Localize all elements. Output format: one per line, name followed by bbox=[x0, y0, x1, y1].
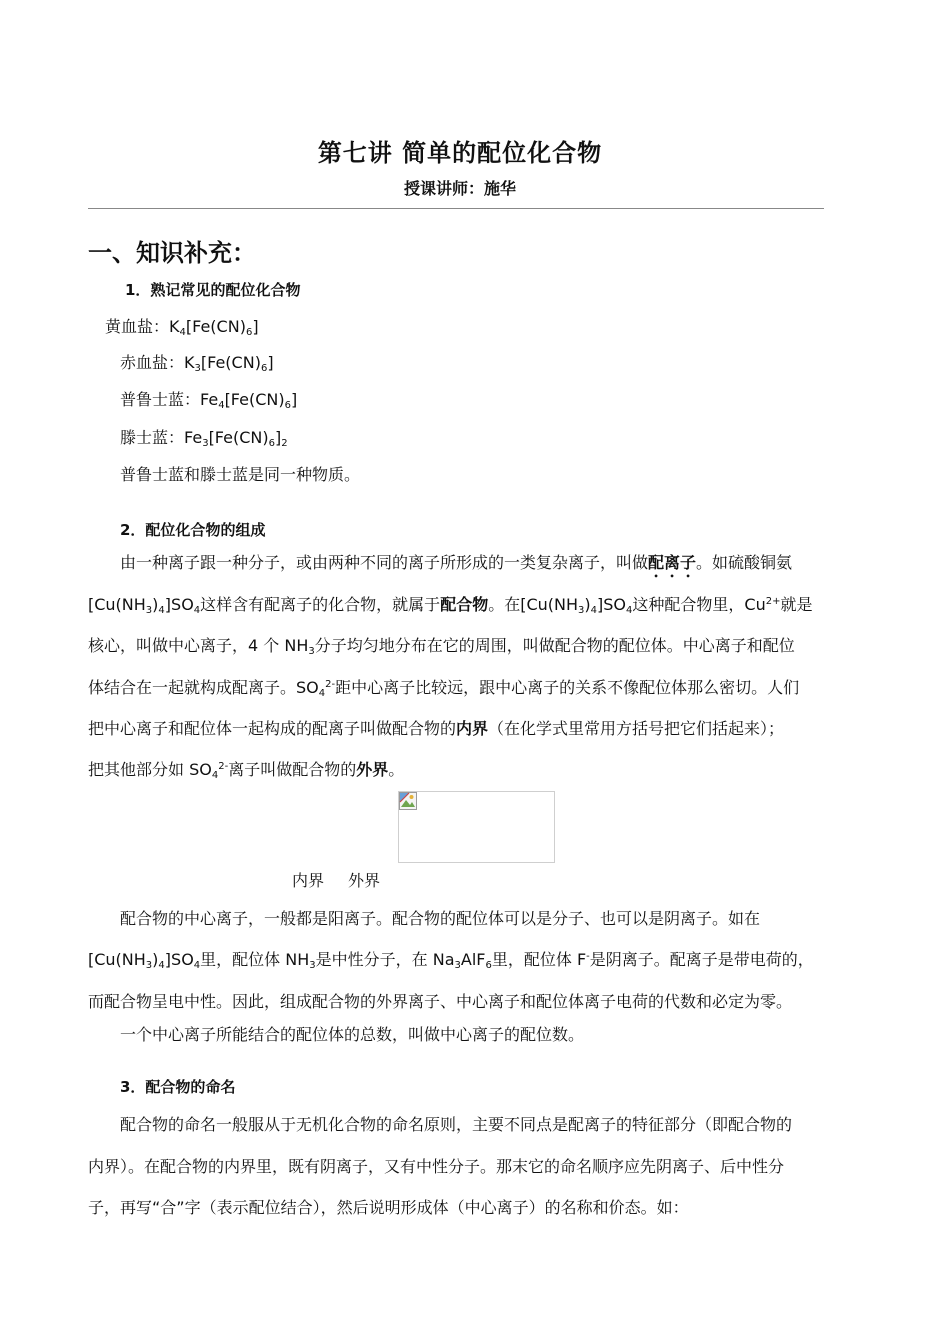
paragraph-line: 由一种离子跟一种分子，或由两种不同的离子所形成的一类复杂离子，叫做配离子。如硫酸铜氨 bbox=[120, 553, 793, 572]
compound-item: 黄血盐：$K_4[Fe(CN)_6]$ bbox=[105, 317, 259, 338]
header-divider bbox=[88, 208, 824, 209]
compound-item: 滕士蓝：$Fe_3[Fe(CN)_6]_2$ bbox=[120, 428, 288, 449]
paragraph-line: 把其他部分如 $SO_4^{2-}$离子叫做配合物的外界。 bbox=[88, 760, 405, 781]
paragraph-line: 配合物的命名一般服从于无机化合物的命名原则，主要不同点是配离子的特征部分（即配合物的 bbox=[120, 1115, 793, 1134]
subsection-heading-3: 3．配合物的命名 bbox=[120, 1078, 236, 1096]
paragraph-line: 把中心离子和配位体一起构成的配离子叫做配合物的内界（在化学式里常用方括号把它们括起来）； bbox=[88, 719, 785, 738]
compound-item: 赤血盐：$K_3[Fe(CN)_6]$ bbox=[120, 353, 274, 374]
paragraph-line: 体结合在一起就构成配离子。$SO_4^{2-}$距中心离子比较远，跟中心离子的关系不像配位体那么密切。人们 bbox=[88, 678, 800, 699]
paragraph-line: 核心，叫做中心离子，4 个 $NH_3$分子均匀地分布在它的周围，叫做配合物的配位体。中心离子和配位 bbox=[88, 636, 795, 657]
paragraph-line: $[Cu(NH_3)_4]SO_4$里，配位体 $NH_3$是中性分子，在 $Na_3AlF_6$里，配位体 F-是阴离子。配离子是带电荷的， bbox=[88, 950, 814, 971]
paragraph-line: 内界）。在配合物的内界里，既有阴离子，又有中性分子。那末它的命名顺序应先阴离子、后中性分 bbox=[88, 1157, 785, 1176]
paragraph-line: 子，再写“合”字（表示配位结合），然后说明形成体（中心离子）的名称和价态。如： bbox=[88, 1198, 689, 1217]
subsection-heading-2: 2．配位化合物的组成 bbox=[120, 521, 266, 539]
paragraph-line: 配合物的中心离子，一般都是阳离子。配合物的配位体可以是分子、也可以是阴离子。如在 bbox=[120, 909, 761, 928]
figure-caption-inner: 内界 bbox=[292, 871, 325, 890]
paragraph-line: 一个中心离子所能结合的配位体的总数，叫做中心离子的配位数。 bbox=[120, 1025, 585, 1044]
compound-item: 普鲁士蓝：$Fe_4[Fe(CN)_6]$ bbox=[120, 390, 298, 411]
paragraph-line: $[Cu(NH_3)_4]SO_4$这样含有配离子的化合物，就属于配合物。在$[Cu(NH_3)_4]SO_4$这种配合物里，$Cu^{2+}$就是 bbox=[88, 595, 813, 616]
broken-image-icon bbox=[399, 792, 417, 810]
section-heading: 一、知识补充： bbox=[88, 238, 256, 267]
page-title: 第七讲 简单的配位化合物 bbox=[317, 139, 603, 167]
paragraph-line: 而配合物呈电中性。因此，组成配合物的外界离子、中心离子和配位体离子电荷的代数和必定为零。 bbox=[88, 992, 793, 1011]
figure-placeholder bbox=[398, 791, 555, 863]
lecturer-line: 授课讲师：施华 bbox=[403, 179, 516, 198]
figure-caption-outer: 外界 bbox=[348, 871, 381, 890]
subsection-heading-1: 1．熟记常见的配位化合物 bbox=[125, 281, 301, 299]
compound-note: 普鲁士蓝和滕士蓝是同一种物质。 bbox=[120, 465, 361, 484]
